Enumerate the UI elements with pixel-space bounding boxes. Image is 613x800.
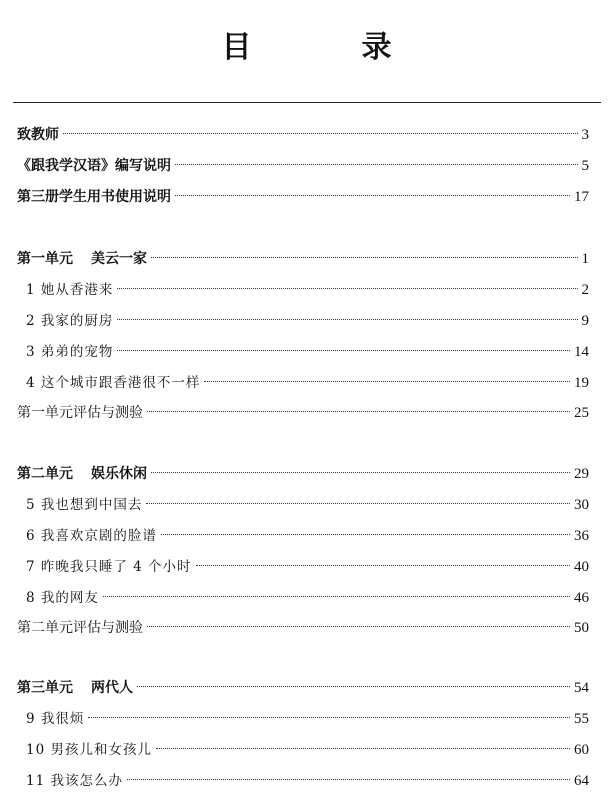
page-title: 目 录	[221, 30, 432, 65]
toc-entry-label: 4 这个城市跟香港很不一样	[26, 375, 201, 391]
toc-review-unit-1[interactable]	[17, 402, 589, 424]
toc-lesson-6[interactable]	[26, 525, 589, 547]
toc-entry-page: 54	[574, 680, 589, 696]
toc-entry-usage-notes[interactable]	[17, 186, 589, 208]
toc-entry-page: 3	[581, 127, 589, 143]
toc-entry-label: 6 我喜欢京剧的脸谱	[26, 528, 157, 544]
toc-entry-label: 3 弟弟的宠物	[26, 344, 114, 360]
toc-lesson-10[interactable]	[26, 739, 589, 761]
dot-leader	[117, 288, 577, 289]
dot-leader	[161, 534, 570, 535]
toc-entry-page: 25	[574, 405, 589, 421]
unit-name: 美云一家	[91, 251, 147, 267]
toc-entry-page: 40	[574, 559, 589, 575]
unit-number: 第一单元	[17, 251, 73, 267]
toc-entry-page: 46	[574, 590, 589, 606]
toc-unit-2[interactable]	[17, 463, 589, 485]
toc-lesson-3[interactable]	[26, 341, 589, 363]
dot-leader	[117, 350, 570, 351]
toc-entry-page: 60	[574, 742, 589, 758]
toc-entry-page: 50	[574, 620, 589, 636]
toc-entry-label: 5 我也想到中国去	[26, 497, 143, 513]
dot-leader	[196, 565, 570, 566]
unit-name: 两代人	[91, 680, 133, 696]
toc-entry-page: 19	[574, 375, 589, 391]
toc-entry-page: 2	[581, 282, 589, 298]
toc-entry-label: 11 我该怎么办	[26, 773, 123, 789]
toc-entry-page: 29	[574, 466, 589, 482]
dot-leader	[151, 472, 570, 473]
toc-entry-label: 第二单元评估与测验	[17, 620, 143, 636]
dot-leader	[127, 779, 570, 780]
title-divider	[13, 102, 601, 103]
unit-number: 第二单元	[17, 466, 73, 482]
dot-leader	[151, 257, 578, 258]
toc-entry-compilation-notes[interactable]	[17, 155, 589, 177]
dot-leader	[146, 503, 570, 504]
toc-entry-page: 30	[574, 497, 589, 513]
toc-entry-label: 8 我的网友	[26, 590, 99, 606]
dot-leader	[147, 626, 570, 627]
toc-entry-label: 1 她从香港来	[26, 282, 114, 298]
toc-entry-label: 7 昨晚我只睡了 4 个小时	[26, 559, 192, 575]
toc-entry-page: 9	[581, 313, 589, 329]
toc-lesson-8[interactable]	[26, 587, 589, 609]
dot-leader	[175, 195, 570, 196]
toc-entry-page: 36	[574, 528, 589, 544]
unit-name: 娱乐休闲	[91, 466, 147, 482]
toc-entry-page: 14	[574, 344, 589, 360]
dot-leader	[147, 411, 570, 412]
toc-lesson-7[interactable]	[26, 556, 589, 578]
dot-leader	[103, 596, 570, 597]
toc-entry-page: 5	[581, 158, 589, 174]
toc-entry-page: 64	[574, 773, 589, 789]
toc-entry-label: 第三册学生用书使用说明	[17, 189, 171, 205]
dot-leader	[117, 319, 577, 320]
toc-review-unit-2[interactable]	[17, 617, 589, 639]
toc-entry-page: 55	[574, 711, 589, 727]
dot-leader	[204, 381, 570, 382]
toc-unit-label	[17, 677, 133, 699]
dot-leader	[63, 133, 578, 134]
toc-entry-label: 《跟我学汉语》编写说明	[17, 158, 171, 174]
toc-entry-label: 第一单元评估与测验	[17, 405, 143, 421]
dot-leader	[88, 717, 570, 718]
dot-leader	[137, 686, 570, 687]
unit-number: 第三单元	[17, 680, 73, 696]
toc-entry-to-teachers[interactable]	[17, 124, 589, 146]
toc-unit-label	[17, 463, 147, 485]
toc-lesson-2[interactable]	[26, 310, 589, 332]
toc-entry-page: 17	[574, 189, 589, 205]
toc-entry-label: 致教师	[17, 127, 59, 143]
toc-entry-label: 10 男孩儿和女孩儿	[26, 742, 152, 758]
toc-entry-page: 1	[581, 251, 589, 267]
toc-unit-3[interactable]	[17, 677, 589, 699]
toc-entry-label: 9 我很烦	[26, 711, 85, 727]
toc-lesson-4[interactable]	[26, 372, 589, 394]
toc-unit-label	[17, 248, 147, 270]
toc-lesson-9[interactable]	[26, 708, 589, 730]
toc-unit-1[interactable]	[17, 248, 589, 270]
toc-lesson-1[interactable]	[26, 279, 589, 301]
dot-leader	[156, 748, 570, 749]
dot-leader	[175, 164, 578, 165]
toc-lesson-11[interactable]	[26, 770, 589, 792]
toc-entry-label: 2 我家的厨房	[26, 313, 114, 329]
toc-lesson-5[interactable]	[26, 494, 589, 516]
